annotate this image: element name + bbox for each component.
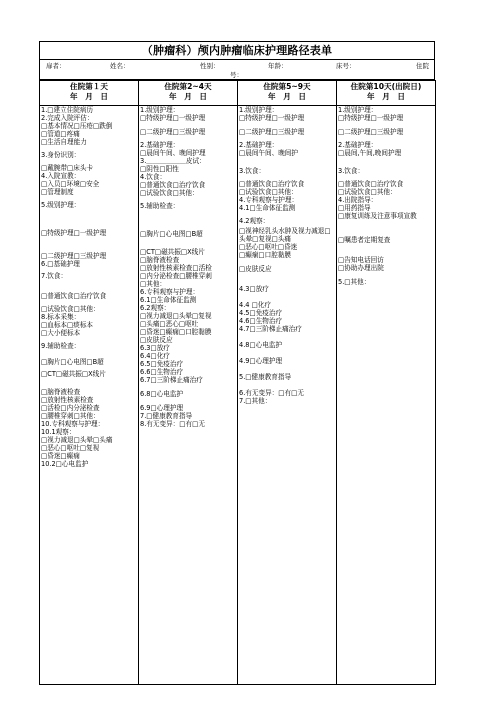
checklist-item: □嘱患者定期复查 (338, 236, 391, 244)
checklist-item: □入员□环境□安全 (41, 180, 100, 188)
table-body-row (40, 106, 436, 685)
checklist-item: □血标本□痰标本 (41, 321, 94, 329)
checklist-item: 5.级别护理： (41, 201, 81, 209)
checklist-item: □活检□内分泌检查 (41, 404, 100, 412)
checklist-item: 5.□健康教育指导 (239, 373, 292, 381)
checklist-item: 3.饮食： (338, 167, 365, 175)
checklist-item: □视力减退□头晕□复视 (140, 312, 212, 320)
checklist-item: □阴性□阳性 (140, 165, 179, 173)
checklist-item: 6.□基础护理 (41, 260, 80, 268)
table-header-row (40, 81, 436, 106)
checklist-item: 1.级别护理： (338, 106, 378, 114)
column-cell (337, 106, 436, 685)
checklist-item: 6.9□心理护理 (140, 404, 184, 412)
patient-info-row (39, 59, 435, 80)
admission-number-label: 号： (230, 71, 243, 79)
checklist-item: □胸片□心电图□B超 (140, 230, 203, 238)
checklist-item: 6.7□三阶梯止痛治疗 (140, 376, 203, 384)
checklist-item: □放射性核素检查□活检 (140, 264, 212, 272)
checklist-item: 4.7□三阶梯止痛治疗 (239, 325, 302, 333)
checklist-item: □昏迷□癫痫 (41, 452, 80, 460)
checklist-item: 6.2观察： (140, 304, 171, 312)
checklist-item: 6.5□免疫治疗 (140, 360, 184, 368)
checklist-item: 1.□建立住院病历 (41, 106, 94, 114)
checklist-item: 3.饮食： (239, 167, 266, 175)
form-title: （肿瘤科）颅内肿瘤临床护理路径表单 (39, 41, 435, 59)
checklist-item: □脑脊液检查 (140, 256, 180, 264)
age-field: 年龄： (268, 62, 288, 70)
column-day: 住院第2~4天 (164, 82, 212, 91)
column-header (238, 81, 337, 106)
column-day: 住院第１天 (70, 82, 108, 91)
checklist-item: 4.入院宣教： (41, 172, 81, 180)
checklist-item: 2.完成入院评估： (41, 114, 94, 122)
checklist-item: 6.4□化疗 (140, 352, 170, 360)
checklist-item: □特级护理□一级护理 (140, 114, 206, 122)
checklist-item: 3.＿＿＿＿＿＿皮试： (140, 157, 206, 165)
checklist-item: □二级护理□三级护理 (140, 128, 206, 136)
column-day: 住院第5~9天 (263, 82, 311, 91)
checklist-item: □晨间午间、晚间护理 (140, 149, 206, 157)
admission-field: 住院 (416, 62, 429, 70)
checklist-item: □视神经乳头水肿及视力减退□头晕□复视□头痛 (239, 227, 331, 243)
checklist-item: □告知电话回访 (338, 256, 384, 264)
checklist-item: □试验饮食□其他： (41, 305, 100, 313)
patient-field: 扉者： (46, 62, 66, 70)
checklist-item: 1.级别护理： (140, 106, 180, 114)
checklist-item: □脑脊液检查 (41, 388, 81, 396)
checklist-item: □内分泌检查□腰椎穿刺 (140, 272, 212, 280)
checklist-item: 7.□其他： (239, 397, 272, 405)
checklist-item: □二级护理□三级护理 (239, 128, 305, 136)
checklist-item: □大小便标本 (41, 329, 81, 337)
checklist-item: □康复训练及注意事项宣教 (338, 212, 417, 220)
checklist-item: □昏迷□癫痫□口腔黏膜 (140, 328, 212, 336)
checklist-item: □试验饮食□其他： (140, 189, 199, 197)
checklist-item: □晨间,午间,晚间护理 (338, 149, 402, 157)
checklist-item: □二级护理□三级护理 (338, 128, 404, 136)
checklist-item: 6.6□生物治疗 (140, 368, 184, 376)
checklist-item: □戴腕带□床头卡 (41, 164, 94, 172)
checklist-item: 5.辅助检查： (140, 202, 180, 210)
checklist-item: 7.□健康教育指导 (140, 412, 193, 420)
checklist-item: 4.8□心电监护 (239, 341, 283, 349)
checklist-item: 6.1□生命体征监测 (140, 296, 197, 304)
checklist-item: □生活自理能力 (41, 138, 87, 146)
checklist-item: □其他： (140, 280, 167, 288)
checklist-item: □头痛□恶心□呕吐 (140, 320, 199, 328)
checklist-item: 10.专科观察与护理： (41, 420, 105, 428)
column-cell (139, 106, 238, 685)
checklist-item: □基本情况□压疮□跌倒 (41, 122, 113, 130)
checklist-item: 6.8□心电监护 (140, 390, 184, 398)
bed-field: 床号： (336, 62, 356, 70)
checklist-item: □皮肤反应 (239, 265, 272, 273)
checklist-item: 4.9□心理护理 (239, 357, 283, 365)
checklist-item: 3.身份识别： (41, 151, 81, 159)
checklist-item: 10.2□心电监护 (41, 460, 89, 468)
checklist-item: □普通饮食□治疗饮食 (140, 181, 206, 189)
checklist-item: 6.有无变异：□有□无 (239, 389, 304, 397)
checklist-item: □晨间午间、晚间护 (239, 149, 298, 157)
column-day: 住院第10天(出院日) (350, 82, 422, 91)
pathway-form (39, 41, 435, 685)
checklist-item: □用药指导 (338, 204, 371, 212)
checklist-item: □普通饮食□治疗饮食 (41, 292, 107, 300)
checklist-item: □癫痫□口腔黏膜 (239, 251, 292, 259)
checklist-item: □放射性核素检查 (41, 396, 94, 404)
column-date: 年 月 日 (169, 92, 207, 101)
checklist-item: 6.3□放疗 (140, 344, 170, 352)
checklist-item: □恶心□呕吐□复视 (41, 444, 100, 452)
checklist-item: 4.饮食： (140, 173, 167, 181)
column-header (139, 81, 238, 106)
checklist-item: □CT□磁共振□X线片 (41, 370, 106, 378)
checklist-item: 7.饮食： (41, 272, 68, 280)
checklist-item: □皮肤反应 (140, 336, 173, 344)
checklist-item: □视力减退□头晕□头痛 (41, 436, 113, 444)
name-field: 姓名： (110, 62, 130, 70)
checklist-item: 5.□其他： (338, 278, 371, 286)
column-header (40, 81, 139, 106)
checklist-item: 4.6□生物治疗 (239, 317, 283, 325)
checklist-item: 4.4 □化疗 (239, 301, 271, 309)
checklist-item: 1.级别护理： (239, 106, 279, 114)
checklist-item: 8.有无变异：□有□无 (140, 420, 205, 428)
column-cell (238, 106, 337, 685)
checklist-item: 4.5□免疫治疗 (239, 309, 283, 317)
checklist-item: 4.1□生命体征监测 (239, 204, 296, 212)
gender-field: 性别： (200, 62, 220, 70)
checklist-item: □二级护理□三级护理 (41, 252, 107, 260)
checklist-item: 6.专科观察与护理： (140, 288, 200, 296)
checklist-item: □特级护理□一级护理 (41, 229, 107, 237)
column-date: 年 月 日 (70, 92, 108, 101)
column-cell (40, 106, 139, 685)
checklist-item: □胸片□心电图□B超 (41, 358, 104, 366)
column-header (337, 81, 436, 106)
checklist-item: □CT□磁共振□X线片 (140, 248, 205, 256)
checklist-item: □恶心□呕吐□昏迷 (239, 243, 298, 251)
checklist-item: □管理制度 (41, 188, 74, 196)
checklist-item: 2.基础护理： (239, 141, 279, 149)
checklist-item: □特级护理□一级护理 (338, 114, 404, 122)
checklist-item: 8.标本采集： (41, 313, 81, 321)
checklist-item: □协助办理出院 (338, 264, 384, 272)
checklist-item: 2.基础护理： (140, 141, 180, 149)
checklist-item: 4.出院指导： (338, 196, 378, 204)
checklist-item: □试验饮食□其他： (338, 188, 397, 196)
checklist-item: 4.3□放疗 (239, 285, 269, 293)
checklist-item: □普通饮食□治疗饮食 (239, 180, 305, 188)
column-date: 年 月 日 (268, 92, 306, 101)
checklist-item: 4.专科观察与护理： (239, 196, 299, 204)
pathway-table (39, 80, 436, 685)
checklist-item: 2.基础护理： (338, 141, 378, 149)
checklist-item: □腰椎穿刺□其他： (41, 412, 100, 420)
checklist-item: □试验饮食□其他： (239, 188, 298, 196)
checklist-item: 10.1观察： (41, 428, 76, 436)
column-date: 年 月 日 (367, 92, 405, 101)
checklist-item: □管道□疼痛 (41, 130, 80, 138)
checklist-item: □普通饮食□治疗饮食 (338, 180, 404, 188)
checklist-item: 9.辅助检查： (41, 342, 81, 350)
checklist-item: □特级护理□一级护理 (239, 114, 305, 122)
checklist-item: 4.2观察： (239, 217, 270, 225)
